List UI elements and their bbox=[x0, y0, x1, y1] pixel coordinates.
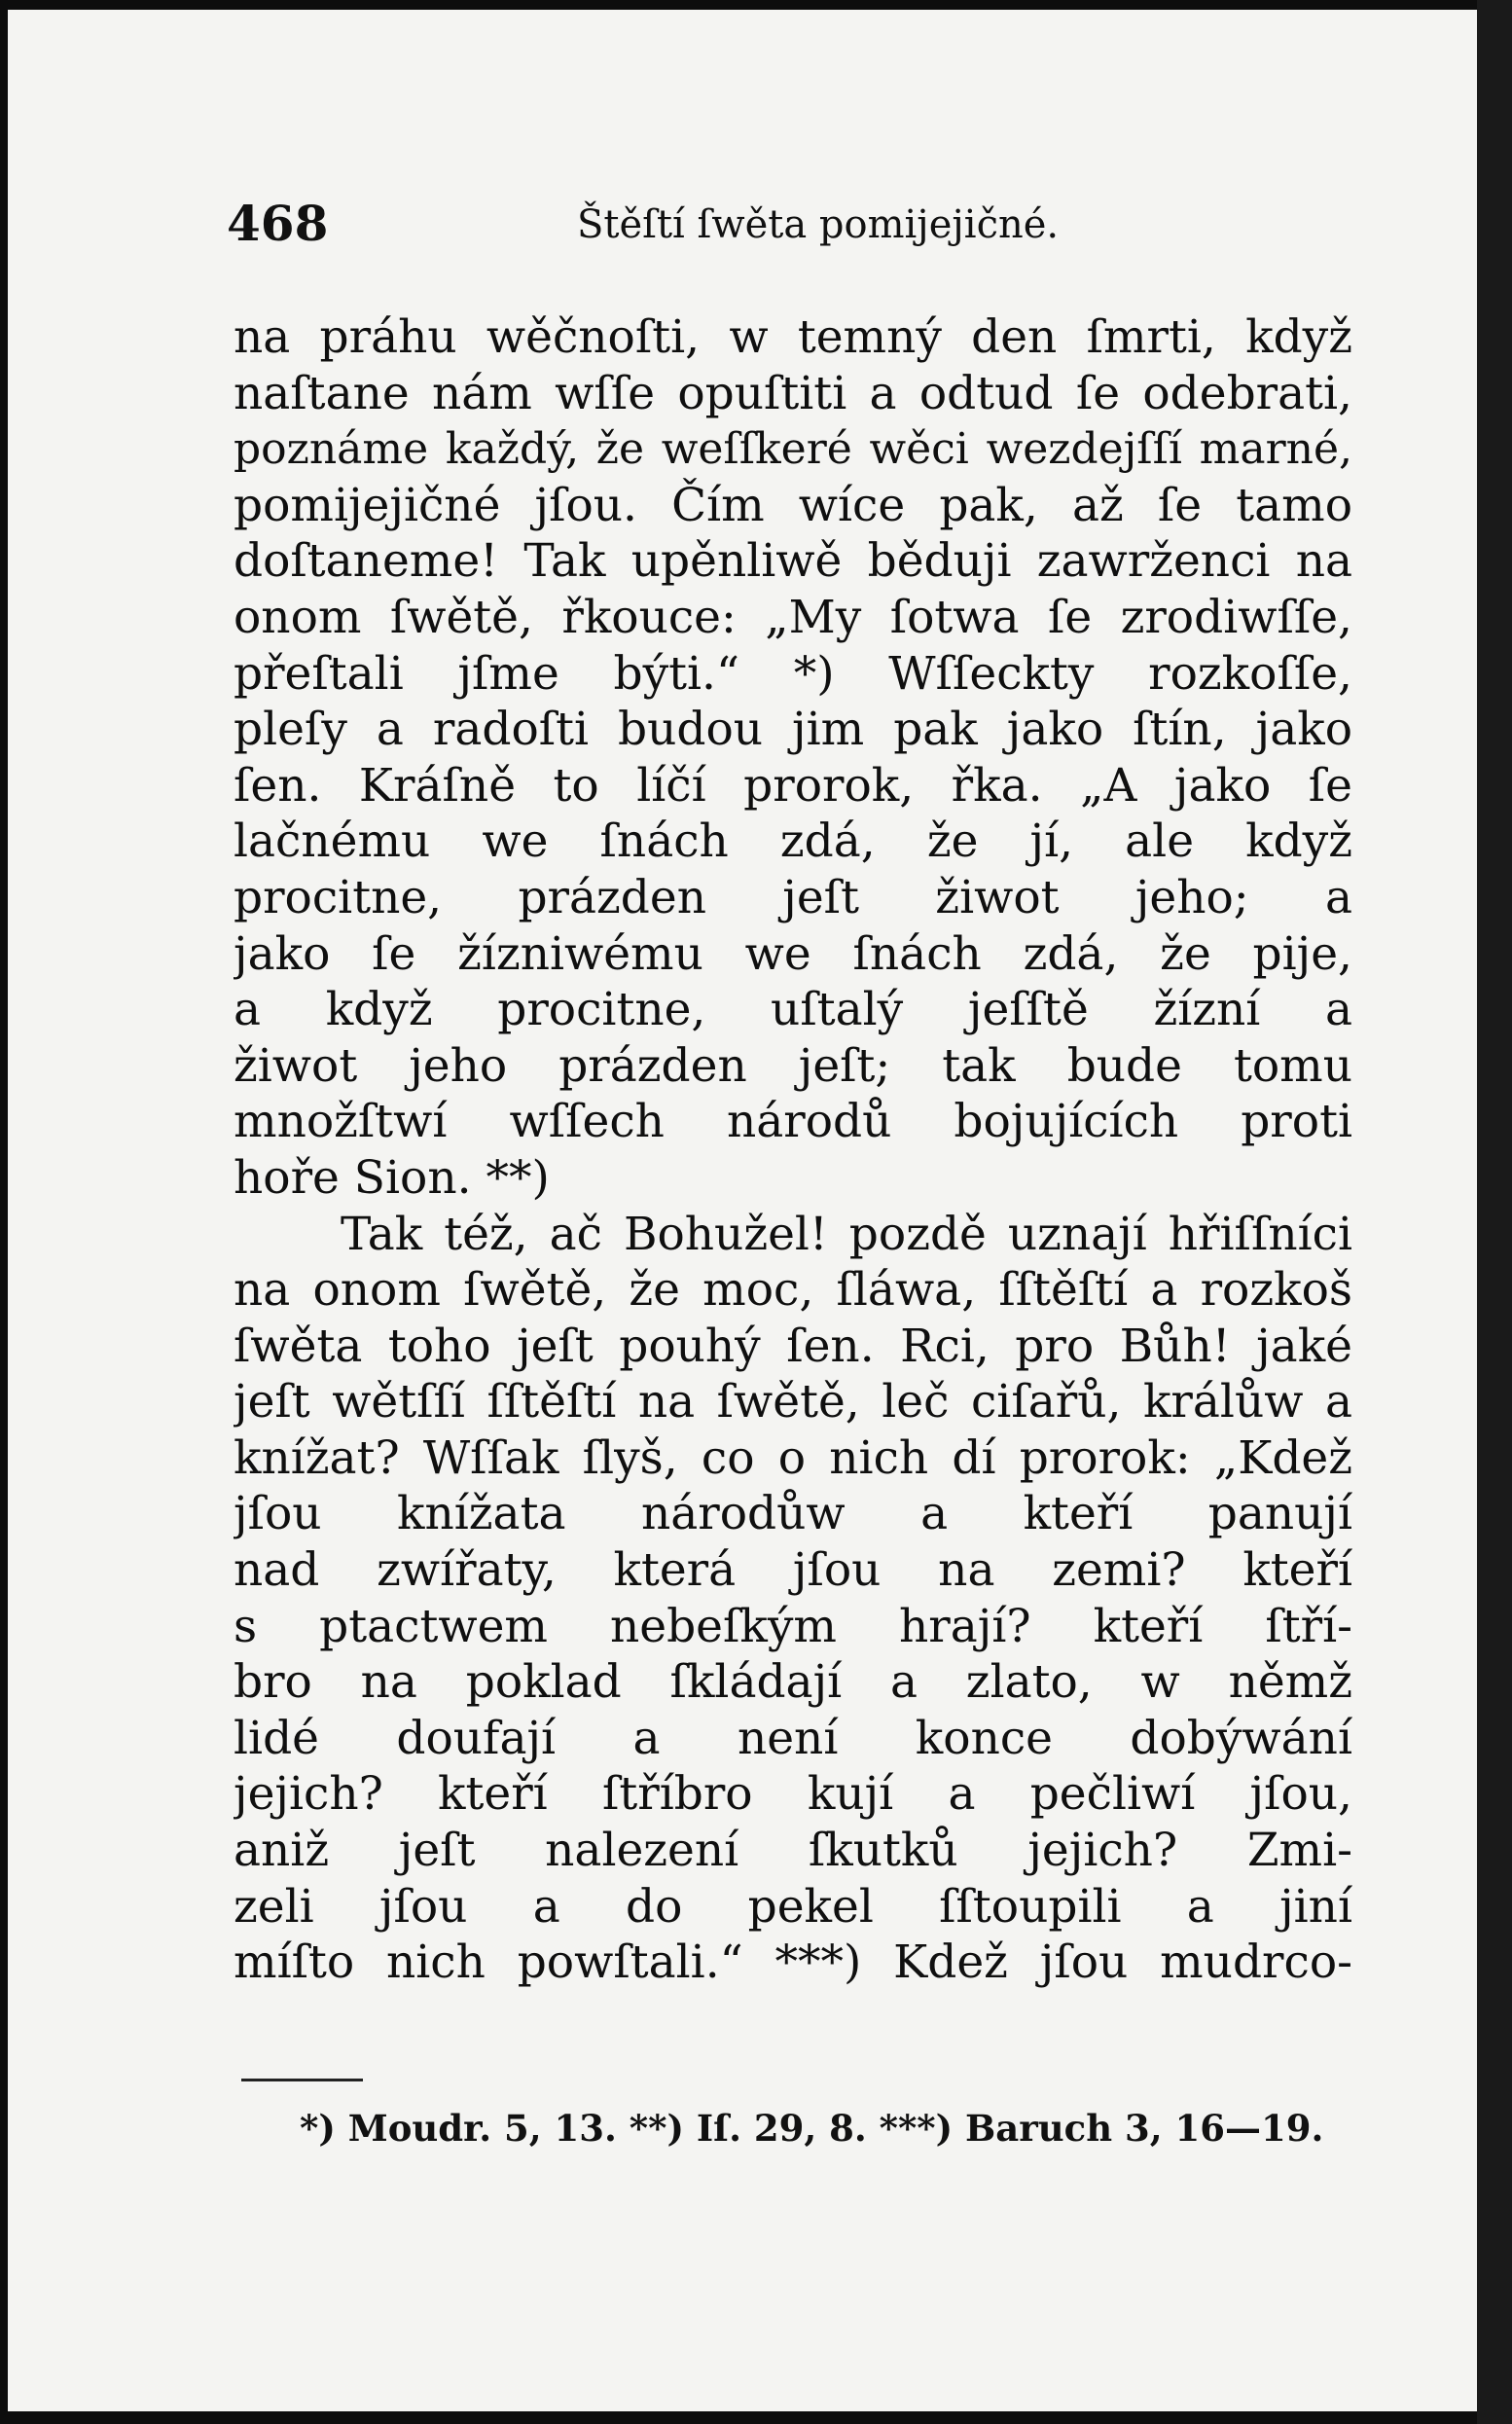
text-line: pleſy a radoſti budou jim pak jako ſtín, jako bbox=[234, 703, 1352, 757]
text-line: lačnému we ſnách zdá, že jí, ale když bbox=[234, 814, 1352, 869]
footnotes: *) Moudr. 5, 13. **) Iſ. 29, 8. ***) Baruch 3, 16—19. bbox=[300, 2107, 1324, 2150]
text-line: žiwot jeho prázden jeſt; tak bude tomu bbox=[234, 1038, 1352, 1093]
text-line: procitne, prázden jeſt žiwot jeho; a bbox=[234, 870, 1352, 924]
scan-edge bbox=[1477, 0, 1512, 2424]
text-line: hoře Sion. **) bbox=[234, 1150, 550, 1205]
text-line: na práhu wěčnoſti, w temný den ſmrti, když bbox=[234, 310, 1352, 364]
text-line: jejich? kteří ſtříbro kují a pečliwí jſou, bbox=[234, 1767, 1352, 1822]
text-line: naſtane nám wſſe opuſtiti a odtud ſe odebrati, bbox=[234, 366, 1352, 420]
text-line: zeli jſou a do pekel ſſtoupili a jiní bbox=[234, 1879, 1352, 1934]
text-line: poznáme každý, že weſſkeré wěci wezdejſſí marné, bbox=[234, 424, 1352, 475]
text-line: nad zwířaty, která jſou na zemi? kteří bbox=[234, 1543, 1352, 1598]
page-header bbox=[227, 195, 1355, 272]
text-line: množſtwí wſſech národů bojujících proti bbox=[234, 1095, 1352, 1149]
footnote-rule bbox=[241, 2079, 363, 2081]
text-line: jako ſe žízniwému we ſnách zdá, že pije, bbox=[234, 926, 1352, 981]
page-number: 468 bbox=[227, 195, 329, 252]
running-title: Štěſtí ſwěta pomijejičné. bbox=[577, 202, 1060, 247]
text-line: onom ſwětě, řkouce: „My ſotwa ſe zrodiwſſe, bbox=[234, 590, 1352, 644]
text-line: ſwěta toho jeſt pouhý ſen. Rci, pro Bůh! jaké bbox=[234, 1319, 1352, 1373]
text-line: lidé doufají a není konce dobýwání bbox=[234, 1711, 1352, 1765]
text-line: Tak též, ač Bohužel! pozdě uznají hřiſſníci bbox=[341, 1207, 1352, 1261]
text-line: doſtaneme! Tak upěnliwě běduji zawrženci na bbox=[234, 534, 1352, 589]
text-line: pomijejičné jſou. Čím wíce pak, až ſe tamo bbox=[234, 478, 1352, 532]
text-line: knížat? Wſſak ſlyš, co o nich dí prorok: „Kdež bbox=[234, 1430, 1352, 1485]
text-line: s ptactwem nebeſkým hrají? kteří ſtří- bbox=[234, 1599, 1352, 1653]
body-text bbox=[234, 309, 1352, 1991]
text-line: a když procitne, uſtalý jeſſtě žízní a bbox=[234, 983, 1352, 1037]
text-line: míſto nich powſtali.“ ***) Kdež jſou mudrco- bbox=[234, 1936, 1352, 1990]
book-page bbox=[8, 10, 1496, 2411]
text-line: ſen. Kráſně to líčí prorok, řka. „A jako ſe bbox=[234, 758, 1352, 813]
text-line: přeſtali jſme býti.“ *) Wſſeckty rozkoſſe, bbox=[234, 646, 1352, 701]
text-line: jeſt wětſſí ſſtěſtí na ſwětě, leč ciſařů, králůw a bbox=[234, 1375, 1352, 1429]
text-line: bro na poklad ſkládají a zlato, w němž bbox=[234, 1655, 1352, 1710]
text-line: aniž jeſt nalezení ſkutků jejich? Zmi- bbox=[234, 1824, 1352, 1878]
text-line: na onom ſwětě, že moc, ſláwa, ſſtěſtí a rozkoš bbox=[234, 1263, 1352, 1318]
text-line: jſou knížata národůw a kteří panují bbox=[234, 1487, 1352, 1541]
